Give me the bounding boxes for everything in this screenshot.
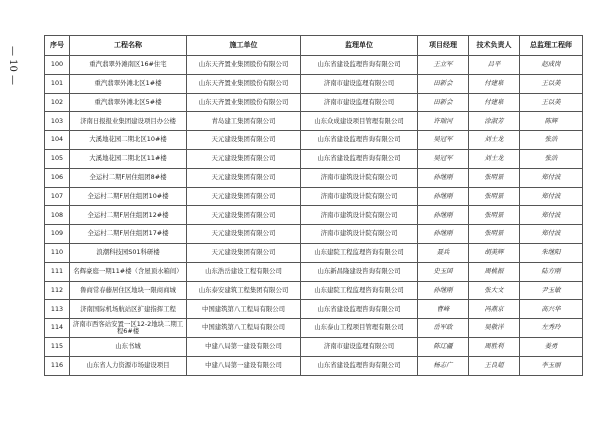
cell-supervision-unit: 济南市建筑设计院有限公司 [301,168,418,187]
header-project-manager: 项目经理 [418,36,469,56]
cell-construction-unit: 中建八局第一建设有限公司 [187,337,301,356]
header-supervision-unit: 监理单位 [301,36,418,56]
cell-seq: 115 [45,337,70,356]
cell-seq: 103 [45,112,70,131]
table-row [45,131,583,150]
cell-supervision-unit: 山东省建设监理咨询有限公司 [301,300,418,319]
cell-seq: 113 [45,300,70,319]
table-row [45,74,583,93]
cell-construction-unit: 天元建设集团有限公司 [187,131,301,150]
cell-technical-lead: 涂淑芳 [469,112,520,131]
cell-project-manager: 孙继刚 [418,206,469,225]
cell-technical-lead: 刘士龙 [469,131,520,150]
cell-seq: 106 [45,168,70,187]
cell-supervision-unit: 山东省建设监理咨询有限公司 [301,131,418,150]
cell-supervision-unit: 山东省建设监理咨询有限公司 [301,149,418,168]
cell-technical-lead: 周胜利 [469,337,520,356]
cell-chief-supervisor: 陈辉 [520,112,583,131]
cell-project-name: 山东书城 [70,337,187,356]
cell-chief-supervisor: 王以美 [520,74,583,93]
cell-project-name: 重汽翡翠外滩北区1#楼 [70,74,187,93]
table-row [45,262,583,281]
cell-seq: 104 [45,131,70,150]
cell-project-name: 名辉豪庭一期11#楼（含屋顶水箱间） [70,262,187,281]
cell-construction-unit: 山东浩岳建设工程有限公司 [187,262,301,281]
cell-chief-supervisor: 郑付波 [520,187,583,206]
cell-technical-lead: 吕平 [469,56,520,75]
cell-construction-unit: 山东天齐置业集团股份有限公司 [187,56,301,75]
cell-technical-lead: 张明景 [469,206,520,225]
cell-project-name: 全运村二期F居住组团8#楼 [70,168,187,187]
cell-supervision-unit: 山东建院工程监理咨询有限公司 [301,243,418,262]
cell-technical-lead: 刘士龙 [469,149,520,168]
cell-technical-lead: 吴敬洋 [469,319,520,338]
cell-project-name: 济南市西客站安置一区12-2地块二期工程6#楼 [70,319,187,338]
table-row [45,149,583,168]
cell-project-manager: 孙继刚 [418,168,469,187]
cell-chief-supervisor: 姜勇 [520,337,583,356]
cell-project-manager: 田新会 [418,74,469,93]
cell-supervision-unit: 山东省建设监理咨询有限公司 [301,56,418,75]
table-row [45,319,583,338]
cell-project-manager: 孙继刚 [418,225,469,244]
cell-supervision-unit: 山东建院工程监理咨询有限公司 [301,281,418,300]
cell-chief-supervisor: 郑付波 [520,225,583,244]
cell-project-manager: 吴冠军 [418,149,469,168]
table-row [45,243,583,262]
cell-project-manager: 王立军 [418,56,469,75]
cell-project-manager: 孙继刚 [418,187,469,206]
table-header-row [45,36,583,56]
cell-project-name: 全运村二期F居住组团17#楼 [70,225,187,244]
cell-project-name: 鲁商常春藤居住区地块一限商商城 [70,281,187,300]
cell-construction-unit: 山东天齐置业集团股份有限公司 [187,74,301,93]
cell-project-manager: 陈辽疆 [418,337,469,356]
cell-chief-supervisor: 李玉丽 [520,356,583,375]
cell-construction-unit: 中国建筑第八工程局有限公司 [187,300,301,319]
cell-project-manager: 曹峰 [418,300,469,319]
cell-chief-supervisor: 陆方刚 [520,262,583,281]
header-chief-supervisor: 总监理工程师 [520,36,583,56]
page-number [2,44,24,86]
cell-project-name: 全运村二期F居住组团10#楼 [70,187,187,206]
cell-seq: 110 [45,243,70,262]
cell-supervision-unit: 山东泰山工程项目管理有限公司 [301,319,418,338]
cell-chief-supervisor: 左秀玲 [520,319,583,338]
cell-project-manager: 吴冠军 [418,131,469,150]
header-construction-unit: 施工单位 [187,36,301,56]
cell-technical-lead: 张明景 [469,187,520,206]
cell-construction-unit: 天元建设集团有限公司 [187,168,301,187]
cell-supervision-unit: 山东新昌隆建设咨询有限公司 [301,262,418,281]
project-table [44,35,583,376]
table-row [45,112,583,131]
cell-technical-lead: 冯燕京 [469,300,520,319]
cell-chief-supervisor: 张浩 [520,131,583,150]
cell-technical-lead: 张大文 [469,281,520,300]
cell-construction-unit: 天元建设集团有限公司 [187,225,301,244]
table-row [45,300,583,319]
cell-construction-unit: 天元建设集团有限公司 [187,243,301,262]
page-number-text: — 10 — [7,45,19,85]
cell-project-name: 全运村二期F居住组团12#楼 [70,206,187,225]
table-row [45,93,583,112]
cell-technical-lead: 周桃振 [469,262,520,281]
cell-chief-supervisor: 赵成岗 [520,56,583,75]
cell-supervision-unit: 山东省建设监理咨询有限公司 [301,356,418,375]
table-row [45,225,583,244]
cell-technical-lead: 付建泉 [469,93,520,112]
cell-seq: 105 [45,149,70,168]
cell-supervision-unit: 济南市建筑设计院有限公司 [301,206,418,225]
cell-seq: 107 [45,187,70,206]
cell-chief-supervisor: 王以美 [520,93,583,112]
cell-construction-unit: 天元建设集团有限公司 [187,187,301,206]
table-row [45,56,583,75]
cell-project-manager: 田新会 [418,93,469,112]
cell-project-manager: 许瑞河 [418,112,469,131]
header-seq: 序号 [45,36,70,56]
cell-project-name: 重汽翡翠外滩北区5#楼 [70,93,187,112]
cell-seq: 108 [45,206,70,225]
cell-construction-unit: 天元建设集团有限公司 [187,149,301,168]
cell-chief-supervisor: 郑付波 [520,206,583,225]
cell-project-manager: 岳军政 [418,319,469,338]
cell-supervision-unit: 济南市建筑设计院有限公司 [301,187,418,206]
cell-supervision-unit: 山东众成建设项目管理有限公司 [301,112,418,131]
cell-seq: 114 [45,319,70,338]
cell-project-manager: 孙继刚 [418,281,469,300]
cell-supervision-unit: 济南市建设监理有限公司 [301,74,418,93]
cell-technical-lead: 胡美辉 [469,243,520,262]
cell-seq: 109 [45,225,70,244]
cell-seq: 116 [45,356,70,375]
cell-technical-lead: 张明景 [469,225,520,244]
table-row [45,168,583,187]
cell-chief-supervisor: 郑付波 [520,168,583,187]
cell-seq: 102 [45,93,70,112]
cell-supervision-unit: 济南市建筑设计院有限公司 [301,225,418,244]
cell-project-name: 重汽翡翠外滩南区16#住宅 [70,56,187,75]
cell-seq: 101 [45,74,70,93]
table-row [45,206,583,225]
cell-technical-lead: 王良超 [469,356,520,375]
table-row [45,356,583,375]
cell-seq: 112 [45,281,70,300]
cell-project-name: 济南日报报业集团建设项目办公楼 [70,112,187,131]
header-technical-lead: 技术负责人 [469,36,520,56]
table-row [45,337,583,356]
cell-construction-unit: 青岛建工集团有限公司 [187,112,301,131]
cell-project-manager: 聂兵 [418,243,469,262]
cell-construction-unit: 中建八局第一建设有限公司 [187,356,301,375]
cell-construction-unit: 山东天齐置业集团股份有限公司 [187,93,301,112]
table-row [45,281,583,300]
cell-chief-supervisor: 张浩 [520,149,583,168]
table-row [45,187,583,206]
header-project-name: 工程名称 [70,36,187,56]
cell-chief-supervisor: 朱继阳 [520,243,583,262]
cell-seq: 100 [45,56,70,75]
cell-construction-unit: 山东泰安建筑工程集团有限公司 [187,281,301,300]
cell-construction-unit: 中国建筑第八工程局有限公司 [187,319,301,338]
cell-project-name: 大溪地花园二期北区11#楼 [70,149,187,168]
cell-project-name: 大溪地花园二期北区10#楼 [70,131,187,150]
cell-project-manager: 杨志广 [418,356,469,375]
cell-seq: 111 [45,262,70,281]
cell-construction-unit: 天元建设集团有限公司 [187,206,301,225]
cell-technical-lead: 张明景 [469,168,520,187]
cell-project-name: 山东省人力资源市场建设项目 [70,356,187,375]
cell-project-name: 浪潮科技园S01科研楼 [70,243,187,262]
cell-supervision-unit: 济南市建设监理有限公司 [301,337,418,356]
cell-project-name: 济南国际机场航站区扩建指挥工程 [70,300,187,319]
cell-project-manager: 史玉国 [418,262,469,281]
cell-supervision-unit: 济南市建设监理有限公司 [301,93,418,112]
cell-chief-supervisor: 尹玉敏 [520,281,583,300]
cell-technical-lead: 付建泉 [469,74,520,93]
cell-chief-supervisor: 高兴华 [520,300,583,319]
